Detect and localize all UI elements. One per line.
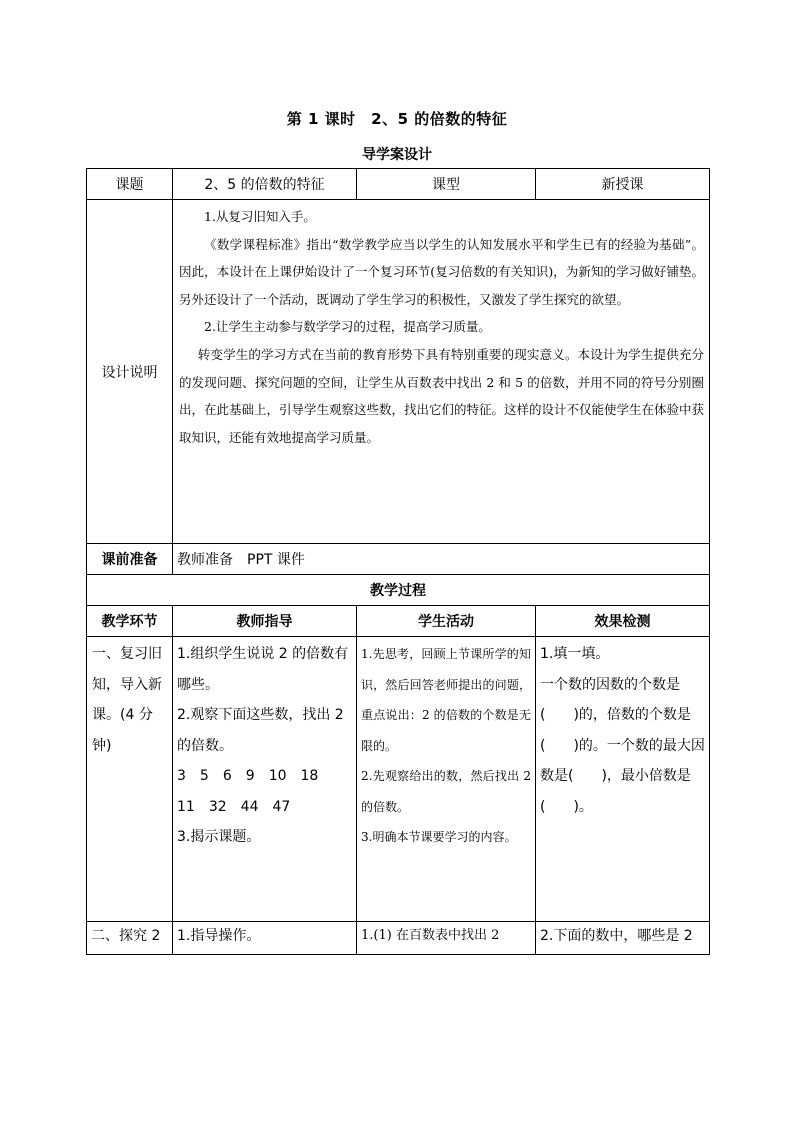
type-label: 课型 (357, 169, 536, 200)
column-header-teacher: 教师指导 (173, 606, 357, 637)
number-item: 5 (199, 768, 209, 784)
design-content (173, 200, 710, 544)
check-item: 一个数的因数的个数是( )的，倍数的个数是( )的。一个数的最大因数是( )，最小倍数是( )。 (540, 676, 705, 815)
design-row (87, 200, 710, 544)
design-paragraph: 《数学课程标准》指出“数学教学应当以学生的认知发展水平和学生已有的经验为基础”。因此，本设计在上课伊始设计了一个复习环节(复习倍数的有关知识)，为新知的学习做好铺垫。另外还设计了一个活动，既调动了学生学习的积极性，又激发了学生探究的欲望。 (179, 236, 704, 307)
number-item: 18 (300, 768, 319, 784)
stage-text: 一、复习旧知，导入新课。(4 分钟) (92, 646, 162, 754)
number-list (177, 761, 352, 792)
teacher-cell: 1.指导操作。 (173, 922, 357, 955)
prep-row (87, 544, 710, 575)
teacher-item: 1.组织学生说说 2 的倍数有哪些。 (177, 646, 349, 693)
table-row (87, 922, 710, 955)
lesson-title: 第 1 课时 2、5 的倍数的特征 (286, 110, 508, 128)
number-item: 32 (208, 798, 227, 815)
number-list (177, 792, 352, 823)
number-item: 6 (222, 768, 232, 784)
prep-label: 课前准备 (87, 544, 173, 575)
number-item: 10 (268, 768, 287, 784)
design-paragraph: 2.让学生主动参与数学学习的过程，提高学习质量。 (204, 319, 491, 335)
table-row (87, 637, 710, 922)
number-item: 11 (177, 798, 195, 815)
process-title-row (87, 575, 710, 606)
design-paragraph: 1.从复习旧知入手。 (204, 209, 316, 224)
student-cell: 1.(1) 在百数表中找出 2 (357, 922, 536, 955)
header-row (87, 169, 710, 200)
teacher-item: 3.揭示课题。 (177, 829, 261, 845)
column-header-check: 效果检测 (536, 606, 710, 637)
student-item: 2.先观察给出的数，然后找出 2 的倍数。 (361, 769, 531, 814)
column-header-student: 学生活动 (357, 606, 536, 637)
number-item: 9 (245, 768, 255, 784)
design-label: 设计说明 (87, 200, 173, 544)
teacher-item: 2.观察下面这些数，找出 2 的倍数。 (177, 707, 344, 754)
stage-cell: 二、探究 2 (87, 922, 173, 955)
check-item: 1.填一填。 (540, 646, 610, 662)
check-cell: 2.下面的数中，哪些是 2 (536, 922, 710, 955)
check-cell (536, 637, 710, 922)
process-title: 教学过程 (87, 575, 710, 606)
student-cell (357, 637, 536, 922)
number-item: 3 (177, 768, 186, 784)
number-item: 44 (240, 798, 259, 815)
stage-cell (87, 637, 173, 922)
prep-value: 教师准备 PPT 课件 (173, 544, 710, 575)
number-item: 47 (272, 798, 291, 815)
column-header-stage: 教学环节 (87, 606, 173, 637)
student-item: 3.明确本节课要学习的内容。 (361, 830, 517, 844)
type-value: 新授课 (536, 169, 710, 200)
design-paragraph: 转变学生的学习方式在当前的教育形势下具有特别重要的现实意义。本设计为学生提供充分的发现问题、探究问题的空间，让学生从百数表中找出 2 和 5 的倍数，并用不同的符号分别圈出，在此基础上，引导学生观察这些数，找出它们的特征。这样的设计不仅能使学生在体验中获取知识，还能有效地提高学习质量。 (179, 346, 705, 445)
page-subtitle: 导学案设计 (362, 147, 432, 163)
student-item: 1.先思考，回顾上节课所学的知识，然后回答老师提出的问题，重点说出：2 的倍数的个数是无限的。 (361, 647, 531, 753)
teacher-cell (173, 637, 357, 922)
column-header-row (87, 606, 710, 637)
lesson-plan-table (86, 168, 710, 955)
topic-value: 2、5 的倍数的特征 (173, 169, 357, 200)
topic-label: 课题 (87, 169, 173, 200)
